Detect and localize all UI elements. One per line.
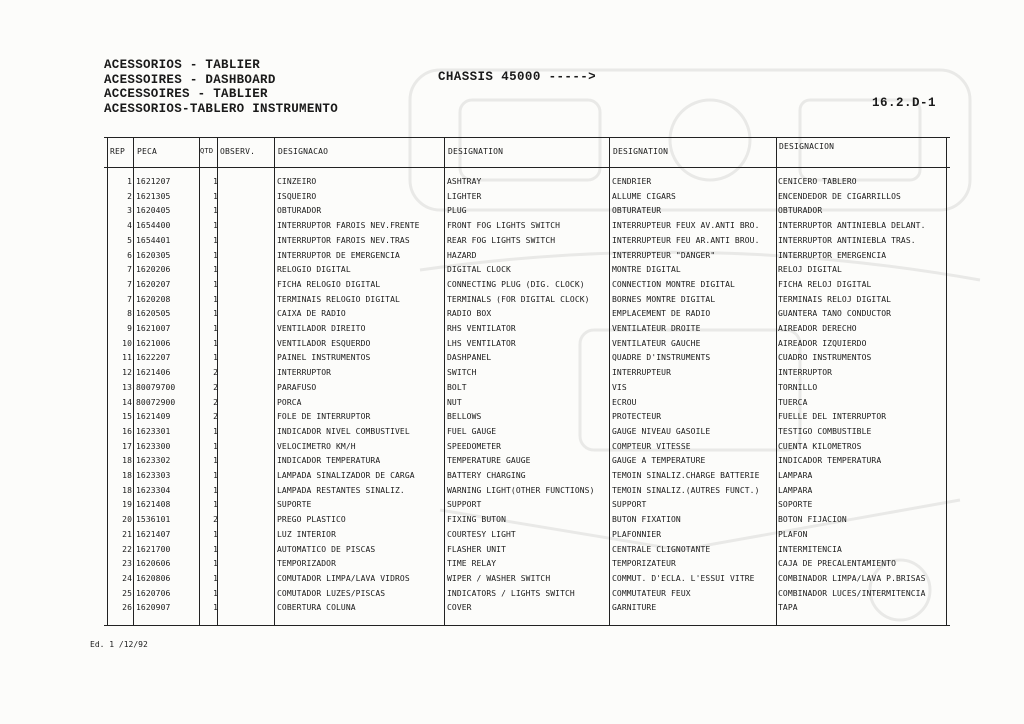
part-number-cell: 1621700 xyxy=(136,544,171,554)
designation-en-cell: LHS VENTILATOR xyxy=(447,338,516,348)
part-number-cell: 1620706 xyxy=(136,588,171,598)
designation-fr-cell: TEMPORIZATEUR xyxy=(612,559,676,569)
part-number-cell: 1621409 xyxy=(136,412,171,422)
rep-cell: 25 xyxy=(122,588,132,598)
table-row xyxy=(104,559,950,574)
quantity-cell: 1 xyxy=(213,485,218,495)
header-designacao: DESIGNACAO xyxy=(278,147,329,156)
quantity-cell: 1 xyxy=(213,279,218,289)
designation-fr-cell: CENTRALE CLIGNOTANTE xyxy=(612,544,711,554)
designation-en-cell: WIPER / WASHER SWITCH xyxy=(447,573,551,583)
designation-en-cell: RADIO BOX xyxy=(447,309,492,319)
table-row xyxy=(104,427,950,442)
designacao-cell: CINZEIRO xyxy=(277,177,317,186)
quantity-cell: 1 xyxy=(213,324,218,333)
part-number-cell: 1654401 xyxy=(136,235,171,245)
rep-cell: 14 xyxy=(122,397,132,407)
quantity-cell: 1 xyxy=(213,206,218,216)
designation-en-cell: COVER xyxy=(447,603,472,613)
title-line: ACCESSOIRES - TABLIER xyxy=(104,87,268,101)
designacao-cell: INTERRUPTOR DE EMERGENCIA xyxy=(277,250,400,260)
designacao-cell: INTERRUPTOR xyxy=(277,368,332,378)
table-row xyxy=(104,530,950,545)
designation-fr-cell: PROTECTEUR xyxy=(612,412,662,422)
rep-cell: 26 xyxy=(122,603,132,613)
table-row xyxy=(104,251,950,266)
quantity-cell: 1 xyxy=(213,294,218,304)
designacion-cell: BOTON FIJACION xyxy=(778,515,847,525)
designation-en-cell: RHS VENTILATOR xyxy=(447,324,516,333)
rep-cell: 7 xyxy=(127,265,132,275)
designacao-cell: TERMINAIS RELOGIO DIGITAL xyxy=(277,294,400,304)
designation-en-cell: BATTERY CHARGING xyxy=(447,471,526,480)
designacion-cell: RELOJ DIGITAL xyxy=(778,265,842,275)
table-row xyxy=(104,221,950,236)
table-row xyxy=(104,177,950,192)
part-number-cell: 1623300 xyxy=(136,441,171,451)
designation-en-cell: FRONT FOG LIGHTS SWITCH xyxy=(447,221,561,231)
table-row xyxy=(104,309,950,324)
rep-cell: 18 xyxy=(122,471,132,480)
designacao-cell: INDICADOR NIVEL COMBUSTIVEL xyxy=(277,426,410,436)
designacion-cell: TUERCA xyxy=(778,397,808,407)
designation-en-cell: HAZARD xyxy=(447,250,477,260)
designation-en-cell: TEMPERATURE GAUGE xyxy=(447,456,531,466)
table-row xyxy=(104,603,950,618)
part-number-cell: 1622207 xyxy=(136,353,171,363)
designation-en-cell: BELLOWS xyxy=(447,412,482,422)
designation-fr-cell: OBTURATEUR xyxy=(612,206,662,216)
header-observ: OBSERV. xyxy=(220,147,256,156)
designation-en-cell: CONNECTING PLUG (DIG. CLOCK) xyxy=(447,279,585,289)
part-number-cell: 1654400 xyxy=(136,221,171,231)
page-reference: 16.2.D-1 xyxy=(872,96,937,110)
parts-table xyxy=(104,137,950,627)
table-row xyxy=(104,456,950,471)
table-row xyxy=(104,412,950,427)
designacao-cell: VENTILADOR DIREITO xyxy=(277,324,366,333)
quantity-cell: 1 xyxy=(213,529,218,539)
header-designation-fr: DESIGNATION xyxy=(613,147,669,156)
designation-fr-cell: INTERRUPTEUR "DANGER" xyxy=(612,250,716,260)
quantity-cell: 2 xyxy=(213,368,218,378)
part-number-cell: 1621408 xyxy=(136,500,171,510)
designation-fr-cell: GAUGE NIVEAU GASOILE xyxy=(612,426,711,436)
header-designacion: DESIGNACION xyxy=(779,142,835,151)
rep-cell: 18 xyxy=(122,456,132,466)
designacion-cell: INTERRUPTOR xyxy=(778,368,833,378)
designation-fr-cell: MONTRE DIGITAL xyxy=(612,265,681,275)
designation-fr-cell: GARNITURE xyxy=(612,603,657,613)
rep-cell: 13 xyxy=(122,382,132,392)
table-row xyxy=(104,515,950,530)
designacao-cell: ISQUEIRO xyxy=(277,191,317,201)
designacion-cell: INDICADOR TEMPERATURA xyxy=(778,456,882,466)
designacao-cell: VENTILADOR ESQUERDO xyxy=(277,338,371,348)
table-top-rule xyxy=(104,137,950,138)
quantity-cell: 1 xyxy=(213,309,218,319)
designation-en-cell: REAR FOG LIGHTS SWITCH xyxy=(447,235,556,245)
designacion-cell: LAMPARA xyxy=(778,471,813,480)
table-row xyxy=(104,206,950,221)
part-number-cell: 80079700 xyxy=(136,382,176,392)
designation-fr-cell: SUPPORT xyxy=(612,500,647,510)
table-row xyxy=(104,236,950,251)
designacao-cell: FICHA RELOGIO DIGITAL xyxy=(277,279,381,289)
designacao-cell: COMUTADOR LIMPA/LAVA VIDROS xyxy=(277,573,410,583)
table-row xyxy=(104,398,950,413)
table-row xyxy=(104,486,950,501)
rep-cell: 16 xyxy=(122,426,132,436)
part-number-cell: 1620806 xyxy=(136,573,171,583)
header-bottom-rule xyxy=(104,167,950,168)
rep-cell: 22 xyxy=(122,544,132,554)
table-bottom-rule xyxy=(104,625,950,626)
rep-cell: 18 xyxy=(122,485,132,495)
designacao-cell: LUZ INTERIOR xyxy=(277,529,336,539)
designation-fr-cell: PLAFONNIER xyxy=(612,529,662,539)
rep-cell: 24 xyxy=(122,573,132,583)
designacion-cell: TAPA xyxy=(778,603,798,613)
rep-cell: 20 xyxy=(122,515,132,525)
designation-fr-cell: EMPLACEMENT DE RADIO xyxy=(612,309,711,319)
designacion-cell: COMBINADOR LIMPA/LAVA P.BRISAS xyxy=(778,573,926,583)
quantity-cell: 2 xyxy=(213,412,218,422)
designacion-cell: CUADRO INSTRUMENTOS xyxy=(778,353,872,363)
rep-cell: 17 xyxy=(122,441,132,451)
part-number-cell: 1623304 xyxy=(136,485,171,495)
part-number-cell: 1621007 xyxy=(136,324,171,333)
rep-cell: 3 xyxy=(127,206,132,216)
designacao-cell: INDICADOR TEMPERATURA xyxy=(277,456,381,466)
designation-en-cell: LIGHTER xyxy=(447,191,482,201)
rep-cell: 19 xyxy=(122,500,132,510)
rep-cell: 7 xyxy=(127,279,132,289)
table-row xyxy=(104,192,950,207)
table-row xyxy=(104,324,950,339)
designation-fr-cell: INTERRUPTEUR FEU AR.ANTI BROU. xyxy=(612,235,760,245)
rep-cell: 1 xyxy=(127,177,132,186)
part-number-cell: 1621207 xyxy=(136,177,171,186)
quantity-cell: 1 xyxy=(213,500,218,510)
designation-fr-cell: ECROU xyxy=(612,397,637,407)
designacion-cell: AIREADOR IZQUIERDO xyxy=(778,338,867,348)
designation-fr-cell: ALLUME CIGARS xyxy=(612,191,676,201)
part-number-cell: 1620206 xyxy=(136,265,171,275)
designation-fr-cell: BUTON FIXATION xyxy=(612,515,681,525)
quantity-cell: 2 xyxy=(213,515,218,525)
table-row xyxy=(104,545,950,560)
designation-fr-cell: BORNES MONTRE DIGITAL xyxy=(612,294,716,304)
designacao-cell: PARAFUSO xyxy=(277,382,317,392)
designacion-cell: OBTURADOR xyxy=(778,206,823,216)
designation-en-cell: SUPPORT xyxy=(447,500,482,510)
designation-fr-cell: COMMUTATEUR FEUX xyxy=(612,588,691,598)
rep-cell: 2 xyxy=(127,191,132,201)
designacion-cell: TESTIGO COMBUSTIBLE xyxy=(778,426,872,436)
designacion-cell: FUELLE DEL INTERRUPTOR xyxy=(778,412,887,422)
designation-fr-cell: COMPTEUR VITESSE xyxy=(612,441,691,451)
designacion-cell: INTERMITENCIA xyxy=(778,544,842,554)
part-number-cell: 1621407 xyxy=(136,529,171,539)
designation-fr-cell: QUADRE D'INSTRUMENTS xyxy=(612,353,711,363)
designacion-cell: CAJA DE PRECALENTAMIENTO xyxy=(778,559,896,569)
designacion-cell: CUENTA KILOMETROS xyxy=(778,441,862,451)
part-number-cell: 80072900 xyxy=(136,397,176,407)
designation-en-cell: PLUG xyxy=(447,206,467,216)
designacao-cell: LAMPADA SINALIZADOR DE CARGA xyxy=(277,471,415,480)
rep-cell: 15 xyxy=(122,412,132,422)
header-designation-en: DESIGNATION xyxy=(448,147,504,156)
designation-fr-cell: CONNECTION MONTRE DIGITAL xyxy=(612,279,735,289)
designation-fr-cell: INTERRUPTEUR FEUX AV.ANTI BRO. xyxy=(612,221,760,231)
rep-cell: 5 xyxy=(127,235,132,245)
designacao-cell: PAINEL INSTRUMENTOS xyxy=(277,353,371,363)
designation-en-cell: TERMINALS (FOR DIGITAL CLOCK) xyxy=(447,294,590,304)
designation-en-cell: INDICATORS / LIGHTS SWITCH xyxy=(447,588,575,598)
quantity-cell: 1 xyxy=(213,235,218,245)
designacion-cell: TERMINAIS RELOJ DIGITAL xyxy=(778,294,892,304)
designacao-cell: AUTOMATICO DE PISCAS xyxy=(277,544,376,554)
part-number-cell: 1620405 xyxy=(136,206,171,216)
designacion-cell: AIREADOR DERECHO xyxy=(778,324,857,333)
rep-cell: 9 xyxy=(127,324,132,333)
edition-date: Ed. 1 /12/92 xyxy=(90,640,148,649)
rep-cell: 12 xyxy=(122,368,132,378)
quantity-cell: 1 xyxy=(213,353,218,363)
designacion-cell: PLAFON xyxy=(778,529,808,539)
table-row xyxy=(104,368,950,383)
designation-en-cell: ASHTRAY xyxy=(447,177,482,186)
part-number-cell: 1620907 xyxy=(136,603,171,613)
quantity-cell: 1 xyxy=(213,250,218,260)
table-row xyxy=(104,339,950,354)
designation-en-cell: WARNING LIGHT(OTHER FUNCTIONS) xyxy=(447,485,595,495)
table-row xyxy=(104,265,950,280)
quantity-cell: 1 xyxy=(213,265,218,275)
designation-fr-cell: GAUGE A TEMPERATURE xyxy=(612,456,706,466)
designation-fr-cell: TEMOIN SINALIZ.(AUTRES FUNCT.) xyxy=(612,485,760,495)
rep-cell: 23 xyxy=(122,559,132,569)
part-number-cell: 1536101 xyxy=(136,515,171,525)
part-number-cell: 1621406 xyxy=(136,368,171,378)
part-number-cell: 1620606 xyxy=(136,559,171,569)
designation-en-cell: FUEL GAUGE xyxy=(447,426,497,436)
part-number-cell: 1621305 xyxy=(136,191,171,201)
designacao-cell: COMUTADOR LUZES/PISCAS xyxy=(277,588,386,598)
designacao-cell: OBTURADOR xyxy=(277,206,322,216)
quantity-cell: 1 xyxy=(213,221,218,231)
quantity-cell: 2 xyxy=(213,397,218,407)
designacao-cell: CAIXA DE RADIO xyxy=(277,309,346,319)
rep-cell: 6 xyxy=(127,250,132,260)
designacao-cell: INTERRUPTOR FAROIS NEV.TRAS xyxy=(277,235,410,245)
designation-fr-cell: INTERRUPTEUR xyxy=(612,368,671,378)
designation-en-cell: BOLT xyxy=(447,382,467,392)
table-row xyxy=(104,383,950,398)
designacao-cell: FOLE DE INTERRUPTOR xyxy=(277,412,371,422)
designacao-cell: TEMPORIZADOR xyxy=(277,559,336,569)
quantity-cell: 1 xyxy=(213,588,218,598)
designation-en-cell: FIXING BUTON xyxy=(447,515,506,525)
quantity-cell: 1 xyxy=(213,573,218,583)
designation-en-cell: DIGITAL CLOCK xyxy=(447,265,511,275)
designacao-cell: PORCA xyxy=(277,397,302,407)
designation-en-cell: NUT xyxy=(447,397,462,407)
table-row xyxy=(104,500,950,515)
part-number-cell: 1621006 xyxy=(136,338,171,348)
table-row xyxy=(104,442,950,457)
quantity-cell: 1 xyxy=(213,338,218,348)
quantity-cell: 1 xyxy=(213,544,218,554)
designacion-cell: ENCENDEDOR DE CIGARRILLOS xyxy=(778,191,901,201)
quantity-cell: 1 xyxy=(213,559,218,569)
designation-en-cell: SWITCH xyxy=(447,368,477,378)
designation-fr-cell: TEMOIN SINALIZ.CHARGE BATTERIE xyxy=(612,471,760,480)
header-peca: PECA xyxy=(137,147,158,156)
quantity-cell: 2 xyxy=(213,382,218,392)
quantity-cell: 1 xyxy=(213,177,218,186)
header-qtd: QTD xyxy=(200,147,214,155)
designation-en-cell: DASHPANEL xyxy=(447,353,492,363)
designation-en-cell: COURTESY LIGHT xyxy=(447,529,516,539)
rep-cell: 21 xyxy=(122,529,132,539)
table-row xyxy=(104,471,950,486)
table-row xyxy=(104,589,950,604)
quantity-cell: 1 xyxy=(213,603,218,613)
header-rep: REP xyxy=(110,147,126,156)
quantity-cell: 1 xyxy=(213,426,218,436)
designacion-cell: TORNILLO xyxy=(778,382,818,392)
rep-cell: 11 xyxy=(122,353,132,363)
designacao-cell: SUPORTE xyxy=(277,500,312,510)
designacao-cell: COBERTURA COLUNA xyxy=(277,603,356,613)
quantity-cell: 1 xyxy=(213,471,218,480)
designacao-cell: INTERRUPTOR FAROIS NEV.FRENTE xyxy=(277,221,420,231)
quantity-cell: 1 xyxy=(213,456,218,466)
designation-fr-cell: CENDRIER xyxy=(612,177,652,186)
title-line: ACESSOIRES - DASHBOARD xyxy=(104,72,276,87)
quantity-cell: 1 xyxy=(213,441,218,451)
rep-cell: 4 xyxy=(127,221,132,231)
designacion-cell: INTERRUPTOR EMERGENCIA xyxy=(778,250,887,260)
part-number-cell: 1620305 xyxy=(136,250,171,260)
part-number-cell: 1623303 xyxy=(136,471,171,480)
part-number-cell: 1623301 xyxy=(136,426,171,436)
quantity-cell: 1 xyxy=(213,191,218,201)
table-row xyxy=(104,574,950,589)
designacion-cell: CENICERO TABLERO xyxy=(778,177,857,186)
part-number-cell: 1620207 xyxy=(136,279,171,289)
designacion-cell: FICHA RELOJ DIGITAL xyxy=(778,279,872,289)
designation-fr-cell: VENTILATEUR GAUCHE xyxy=(612,338,701,348)
designacion-cell: SOPORTE xyxy=(778,500,813,510)
table-row xyxy=(104,295,950,310)
designation-fr-cell: COMMUT. D'ECLA. L'ESSUI VITRE xyxy=(612,573,755,583)
designation-fr-cell: VENTILATEUR DROITE xyxy=(612,324,701,333)
part-number-cell: 1620505 xyxy=(136,309,171,319)
table-row xyxy=(104,353,950,368)
rep-cell: 10 xyxy=(122,338,132,348)
part-number-cell: 1620208 xyxy=(136,294,171,304)
title-line: ACESSORIOS - TABLIER xyxy=(104,58,261,72)
chassis-label: CHASSIS 45000 -----> xyxy=(438,70,597,84)
designacion-cell: GUANTERA TANO CONDUCTOR xyxy=(778,309,892,319)
designacion-cell: INTERRUPTOR ANTINIEBLA DELANT. xyxy=(778,221,926,231)
designacion-cell: LAMPARA xyxy=(778,485,813,495)
designation-en-cell: TIME RELAY xyxy=(447,559,497,569)
rep-cell: 8 xyxy=(127,309,132,319)
designation-en-cell: FLASHER UNIT xyxy=(447,544,506,554)
rep-cell: 7 xyxy=(127,294,132,304)
designation-en-cell: SPEEDOMETER xyxy=(447,441,502,451)
title-line: ACESSORIOS-TABLERO INSTRUMENTO xyxy=(104,101,339,116)
designacion-cell: INTERRUPTOR ANTINIEBLA TRAS. xyxy=(778,235,916,245)
designacao-cell: RELOGIO DIGITAL xyxy=(277,265,351,275)
designation-fr-cell: VIS xyxy=(612,382,627,392)
part-number-cell: 1623302 xyxy=(136,456,171,466)
document-titles xyxy=(104,58,338,116)
table-row xyxy=(104,280,950,295)
designacao-cell: PREGO PLASTICO xyxy=(277,515,346,525)
designacion-cell: COMBINADOR LUCES/INTERMITENCIA xyxy=(778,588,926,598)
designacao-cell: VELOCIMETRO KM/H xyxy=(277,441,356,451)
designacao-cell: LAMPADA RESTANTES SINALIZ. xyxy=(277,485,405,495)
